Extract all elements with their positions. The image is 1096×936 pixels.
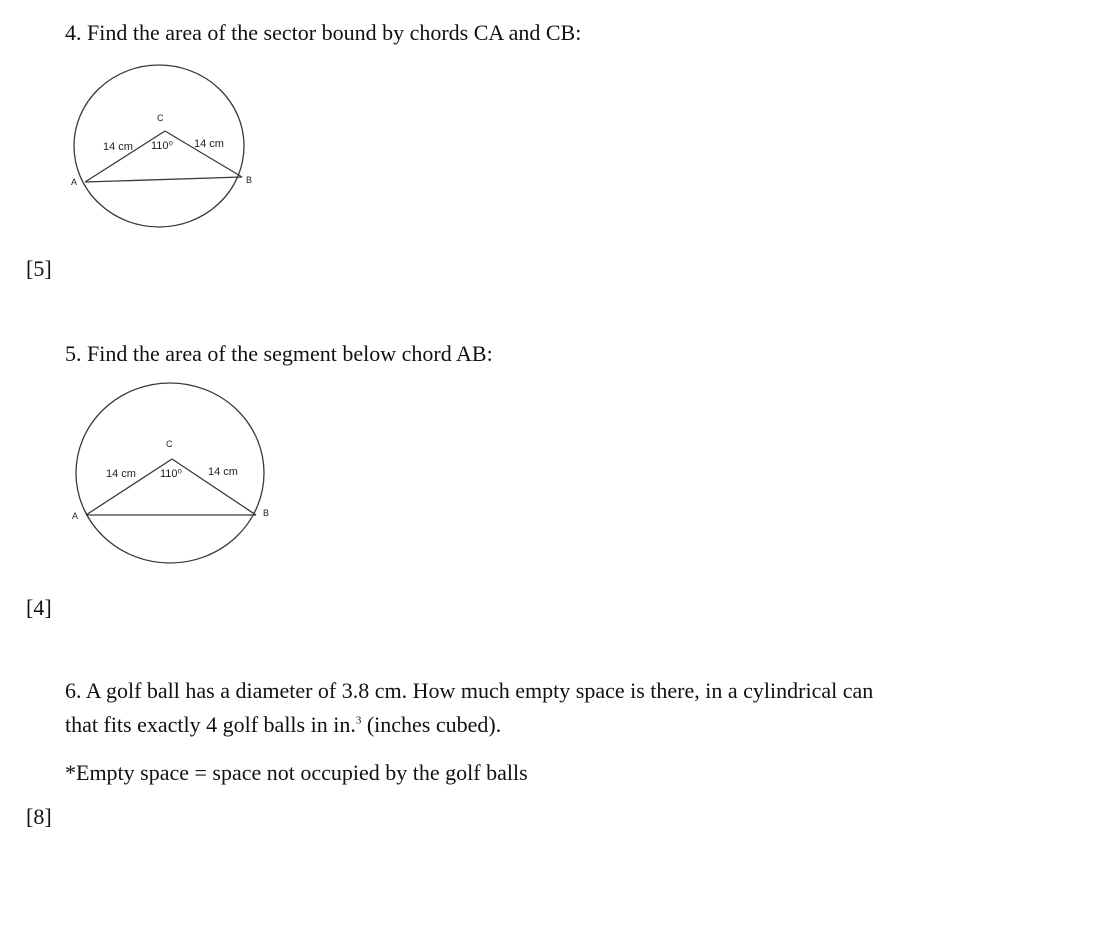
label-c: C bbox=[157, 113, 164, 123]
question-5-figure bbox=[60, 383, 280, 568]
question-6-marks: [8] bbox=[26, 804, 52, 829]
question-6-line-2-unit-note: (inches cubed). bbox=[361, 712, 502, 737]
label-a: A bbox=[72, 511, 79, 521]
question-6-line-2-text: that fits exactly 4 golf balls in in. bbox=[65, 712, 356, 737]
question-4-marks: [5] bbox=[26, 256, 52, 281]
question-4-text: 4. Find the area of the sector bound by chords CA and CB: bbox=[65, 20, 582, 45]
label-b: B bbox=[263, 508, 270, 518]
question-6-note: *Empty space = space not occupied by the golf balls bbox=[65, 760, 528, 785]
side-label-right: 14 cm bbox=[194, 138, 224, 150]
label-b: B bbox=[246, 175, 253, 185]
cubed-superscript: 3 bbox=[355, 714, 362, 727]
angle-label: 110⁰ bbox=[160, 468, 182, 480]
question-6-line-1: 6. A golf ball has a diameter of 3.8 cm. How much empty space is there, in a cylindrical can bbox=[65, 678, 874, 703]
chord-ab bbox=[85, 177, 242, 182]
question-4-figure bbox=[60, 58, 270, 238]
label-c: C bbox=[166, 439, 173, 449]
side-label-left: 14 cm bbox=[106, 468, 136, 480]
angle-label: 110⁰ bbox=[151, 140, 173, 152]
question-5-marks: [4] bbox=[26, 595, 52, 620]
question-6-line-2 bbox=[65, 711, 501, 739]
side-label-right: 14 cm bbox=[208, 466, 238, 478]
label-a: A bbox=[71, 177, 78, 187]
chord-ca bbox=[85, 131, 165, 182]
question-5-text: 5. Find the area of the segment below chord AB: bbox=[65, 341, 493, 366]
side-label-left: 14 cm bbox=[103, 141, 133, 153]
